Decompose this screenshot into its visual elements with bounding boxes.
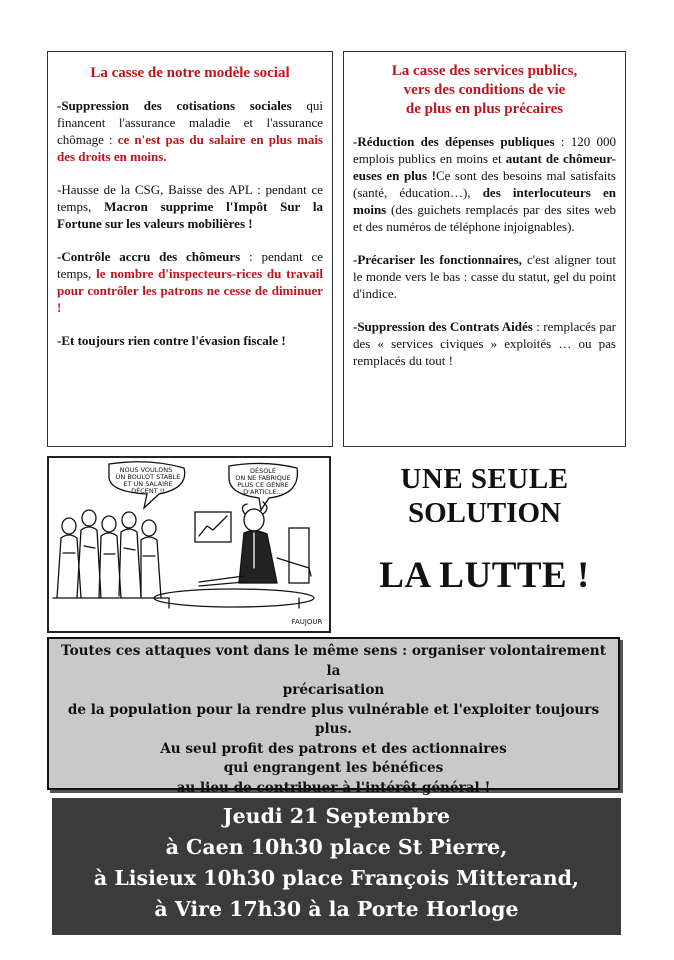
bubble-right-line-2: ON NE FABRIQUE <box>235 474 291 482</box>
public-services-title: La casse des services publics, vers des conditions de vie de plus en plus précaires <box>391 63 578 117</box>
slogan-line-1: UNE SEULE <box>400 463 569 495</box>
event-caen: à Caen 10h30 place St Pierre, <box>165 835 508 859</box>
summary-panel <box>47 637 620 796</box>
summary-line-5: Au seul profit des patrons et des actionnaires <box>160 740 507 757</box>
public-services-paragraph-1: -Réduction des dépenses publiques : 120 000 emplois publics en moins et autant de chômeur-euses en plus !Ce sont des besoins mal satisfaits (santé, éducation…), des interlocuteurs en moins (des guichets remplacés par des sites web et des numéros de téléphone injoignables). <box>353 134 617 234</box>
bubble-left-line-2: UN BOULOT STABLE <box>115 473 181 481</box>
workers-crowd <box>53 510 169 598</box>
desk <box>154 589 314 608</box>
event-lisieux: à Lisieux 10h30 place François Mitterand, <box>93 866 580 890</box>
event-date: Jeudi 21 Septembre <box>222 804 451 828</box>
social-model-box <box>47 51 333 447</box>
public-services-paragraph-2: -Précariser les fonctionnaires, c'est aligner tout le monde vers le bas : casse du statut, gel du point d'indice. <box>353 252 616 301</box>
social-model-paragraph-4: -Et toujours rien contre l'évasion fiscale ! <box>57 333 286 348</box>
social-model-title: La casse de notre modèle social <box>90 65 290 81</box>
summary-line-6: qui engrangent les bénéfices <box>223 760 444 776</box>
slogan <box>343 462 626 596</box>
summary-line-2: précarisation <box>282 682 385 698</box>
bubble-right-line-1: DÉSOLÉ <box>249 467 277 475</box>
bubble-right-line-4: D'ARTICLE... <box>243 488 283 496</box>
bubble-right-line-3: PLUS CE GENRE <box>237 481 289 489</box>
slogan-line-3: LA LUTTE ! <box>379 555 590 596</box>
event-details-panel <box>52 798 621 935</box>
summary-line-4: plus. <box>315 721 352 737</box>
slogan-line-2: SOLUTION <box>407 497 562 529</box>
bubble-left-line-3: ET UN SALAIRE <box>123 480 173 488</box>
cartoon-drawing <box>49 458 329 631</box>
social-model-paragraph-1: -Suppression des cotisations sociales qui financent l'assurance maladie et l'assurance chômage : ce n'est pas du salaire en plus mais des droits en moins. <box>57 98 323 164</box>
public-services-box <box>343 51 626 447</box>
boss-figure <box>199 502 311 586</box>
cartoon-illustration <box>47 456 331 633</box>
social-model-paragraph-2: -Hausse de la CSG, Baisse des APL : pendant ce temps, Macron supprime l'Impôt Sur la Fortune sur les valeurs mobilières ! <box>57 182 323 231</box>
social-model-paragraph-3: -Contrôle accru des chômeurs : pendant ce temps, le nombre d'inspecteurs-rices du travail pour contrôler les patrons ne cesse de diminuer ! <box>57 249 323 315</box>
public-services-paragraph-3: -Suppression des Contrats Aidés : remplacés par des « services civiques » exploités … ou pas remplacés du tout ! <box>353 319 616 368</box>
summary-line-1: Toutes ces attaques vont dans le même sens : organiser volontairement la <box>61 643 606 679</box>
bubble-left-line-4: DÉCENT !! <box>131 487 165 495</box>
event-vire: à Vire 17h30 à la Porte Horloge <box>154 897 519 921</box>
summary-line-7: au lieu de contribuer à l'intérêt général ! <box>176 779 491 796</box>
bubble-left-line-1: NOUS VOULONS <box>119 466 173 474</box>
summary-line-3: de la population pour la rendre plus vulnérable et l'exploiter toujours <box>67 701 600 718</box>
wall-chart <box>195 512 231 542</box>
cartoon-signature: FAUJOUR <box>291 618 323 626</box>
